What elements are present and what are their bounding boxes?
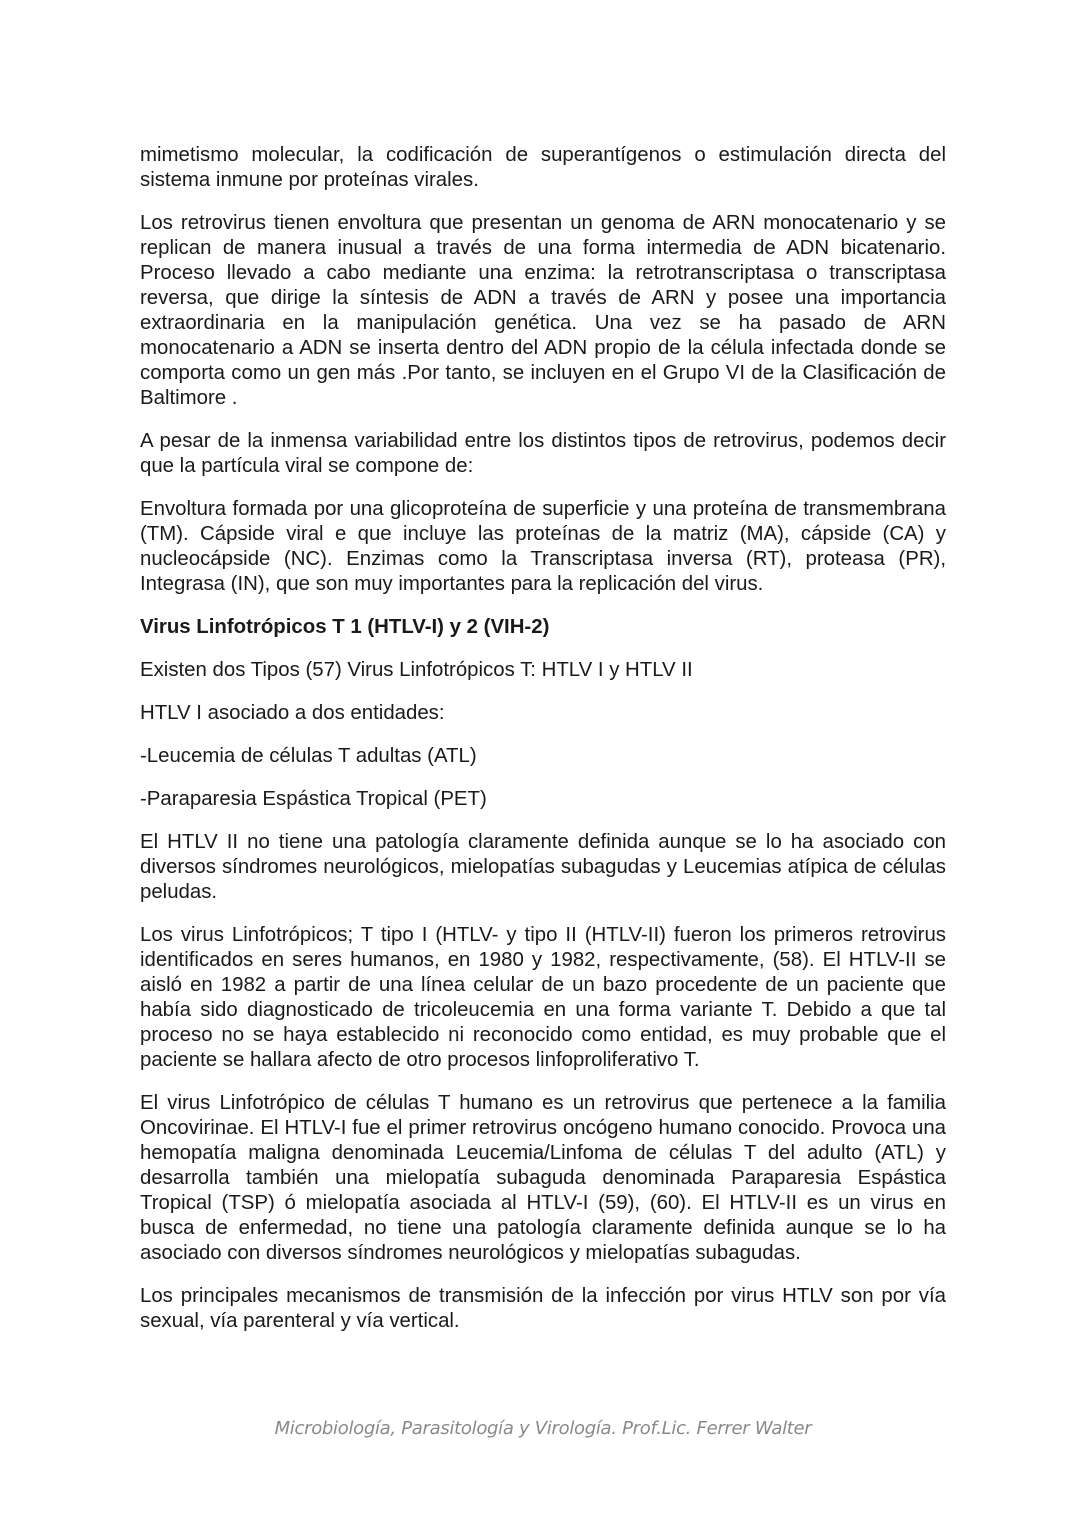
paragraph-envoltura: Envoltura formada por una glicoproteína de superficie y una proteína de transmembrana (TM). Cápside viral e que incluye las proteínas de la matriz (MA), cápside (CA) y nucleocápside (NC). Enzimas como la Transcriptasa inversa (RT), proteasa (PR), Integrasa (IN), que son muy importantes para la replicación del virus.: [140, 498, 946, 595]
paragraph-variabilidad: A pesar de la inmensa variabilidad entre los distintos tipos de retrovirus, podemos decir que la partícula viral se compone de:: [140, 430, 946, 477]
list-item-atl: -Leucemia de células T adultas (ATL): [140, 745, 477, 767]
section-heading: Virus Linfotrópicos T 1 (HTLV-I) y 2 (VIH-2): [140, 616, 550, 638]
paragraph-mimetismo: mimetismo molecular, la codificación de superantígenos o estimulación directa del sistema inmune por proteínas virales.: [140, 144, 946, 191]
paragraph-htlv-ii: El HTLV II no tiene una patología claramente definida aunque se lo ha asociado con diversos síndromes neurológicos, mielopatías subagudas y Leucemias atípica de células peludas.: [140, 831, 946, 903]
paragraph-oncovirinae: El virus Linfotrópico de células T humano es un retrovirus que pertenece a la familia Oncovirinae. El HTLV-I fue el primer retrovirus oncógeno humano conocido. Provoca una hemopatía maligna denominada Leucemia/Linfoma de células T del adulto (ATL) y desarrolla también una mielopatía subaguda denominada Paraparesia Espástica Tropical (TSP) ó mielopatía asociada al HTLV-I (59), (60). El HTLV-II es un virus en busca de enfermedad, no tiene una patología claramente definida aunque se lo ha asociado con diversos síndromes neurológicos y mielopatías subagudas.: [140, 1092, 946, 1264]
page-footer: Microbiología, Parasitología y Virología. Prof.Lic. Ferrer Walter: [274, 1418, 812, 1439]
document-body: [140, 143, 946, 1352]
paragraph-transmision: Los principales mecanismos de transmisión de la infección por virus HTLV son por vía sexual, vía parenteral y vía vertical.: [140, 1285, 946, 1332]
paragraph-retrovirus: Los retrovirus tienen envoltura que presentan un genoma de ARN monocatenario y se replican de manera inusual a través de una forma intermedia de ADN bicatenario. Proceso llevado a cabo mediante una enzima: la retrotranscriptasa o transcriptasa reversa, que dirige la síntesis de ADN a través de ARN y posee una importancia extraordinaria en la manipulación genética. Una vez se ha pasado de ARN monocatenario a ADN se inserta dentro del ADN propio de la célula infectada donde se comporta como un gen más .Por tanto, se incluyen en el Grupo VI de la Clasificación de Baltimore .: [140, 212, 946, 409]
paragraph-tipos: Existen dos Tipos (57) Virus Linfotrópicos T: HTLV I y HTLV II: [140, 659, 693, 681]
paragraph-linfotropicos: Los virus Linfotrópicos; T tipo I (HTLV- y tipo II (HTLV-II) fueron los primeros retrovirus identificados en seres humanos, en 1980 y 1982, respectivamente, (58). El HTLV-II se aisló en 1982 a partir de una línea celular de un bazo procedente de un paciente que había sido diagnosticado de tricoleucemia en una forma variante T. Debido a que tal proceso no se haya establecido ni reconocido como entidad, es muy probable que el paciente se hallara afecto de otro procesos linfoproliferativo T.: [140, 924, 946, 1071]
paragraph-htlv-i-entidades: HTLV I asociado a dos entidades:: [140, 702, 445, 724]
list-item-pet: -Paraparesia Espástica Tropical (PET): [140, 788, 487, 810]
